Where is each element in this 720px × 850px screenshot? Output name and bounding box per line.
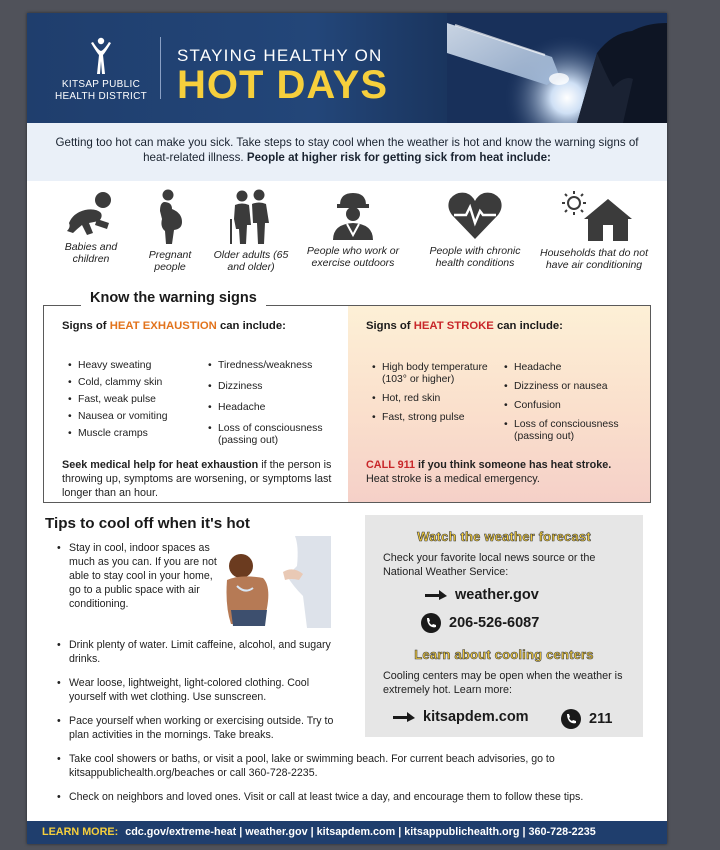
- symptom-item: • Fast, weak pulse: [68, 394, 198, 406]
- advice-text: if the person is throwing up, symptoms are worsening, or symptoms last longer than an hour.: [62, 459, 332, 499]
- heat-stroke-advice: [366, 458, 634, 486]
- weather-forecast-text: Check your favorite local news source or the National Weather Service:: [383, 552, 596, 578]
- kitsapdem-row[interactable]: [393, 709, 529, 725]
- group-label-chronic-conditions: People with chronic health conditions: [429, 245, 521, 269]
- symptom-item: • Fast, strong pulse: [372, 412, 490, 424]
- phone-211-row[interactable]: [561, 709, 612, 729]
- intro-text: Getting too hot can make you sick. Take steps to stay cool when the weather is hot and know the warning signs of heat-related illness.: [55, 136, 639, 164]
- symptom-item: • Loss of consciousness (passing out): [504, 419, 644, 443]
- weather-gov-row[interactable]: [425, 587, 539, 603]
- weather-phone-row[interactable]: [421, 613, 539, 633]
- exhaustion-symptoms-col2: [208, 360, 342, 447]
- mouse-pointer-icon: [425, 588, 447, 602]
- title-top: STAYING HEALTHY ON: [177, 46, 383, 65]
- group-older-adults: [211, 189, 291, 273]
- group-label-outdoor-workers: People who work or exercise outdoors: [306, 245, 400, 269]
- learn-more-label: LEARN MORE:: [42, 826, 119, 838]
- symptom-item: • Heavy sweating: [68, 360, 198, 372]
- tips-title: Tips to cool off when it's hot: [45, 515, 250, 532]
- phone-icon: [421, 613, 441, 633]
- heat-stroke-heading: [366, 320, 563, 332]
- symptom-item: • Nausea or vomiting: [68, 411, 198, 423]
- symptom-item: • Loss of consciousness (passing out): [208, 423, 342, 447]
- symptom-item: • Confusion: [504, 400, 644, 412]
- heading-suffix: can include:: [219, 320, 286, 332]
- phone-icon: [561, 709, 581, 729]
- heading-prefix: Signs of: [62, 320, 107, 332]
- symptom-item: • Headache: [504, 362, 644, 374]
- kitsapdem-link[interactable]: kitsapdem.com: [423, 709, 529, 725]
- heat-stroke-keyword: HEAT STROKE: [413, 320, 494, 332]
- symptom-item: • Cold, clammy skin: [68, 377, 198, 389]
- weather-gov-link[interactable]: weather.gov: [455, 587, 539, 603]
- cooling-centers-heading: Learn about cooling centers: [414, 647, 594, 662]
- tip-item: • Drink plenty of water. Limit caffeine, alcohol, and sugary drinks.: [57, 638, 343, 666]
- tip-item: • Stay in cool, indoor spaces as much as you can. If you are not able to stay cool in your home, go to a public space with air conditioning.: [57, 541, 223, 611]
- drinking-water-photo: [447, 13, 667, 123]
- advice-bold: Seek medical help for heat exhaustion: [62, 459, 259, 471]
- heading-suffix: can include:: [496, 320, 563, 332]
- heart-icon: [446, 189, 504, 241]
- header-banner: [27, 13, 667, 123]
- heat-exhaustion-heading: [62, 320, 286, 332]
- symptom-item: • Muscle cramps: [68, 428, 198, 440]
- group-label-no-ac: Households that do not have air conditioning: [540, 247, 648, 271]
- child-cooling-photo: [223, 536, 331, 628]
- org-logo: [49, 37, 153, 103]
- symptom-item: • Dizziness or nausea: [504, 381, 644, 393]
- worker-icon: [327, 189, 379, 241]
- warning-signs-title: Know the warning signs: [81, 290, 266, 306]
- intro-bold-text: People at higher risk for getting sick from heat include:: [246, 151, 551, 164]
- older-adults-icon: [227, 189, 275, 245]
- heat-exhaustion-advice: [62, 458, 344, 500]
- call-911-text: CALL 911: [366, 459, 416, 471]
- learn-more-footer: [27, 821, 667, 844]
- symptom-item: • Headache: [208, 402, 342, 414]
- group-label-pregnant: Pregnant people: [148, 249, 192, 273]
- page-title: HOT DAYS: [177, 63, 389, 107]
- warning-signs-box: [43, 305, 651, 503]
- person-logo-icon: [89, 37, 113, 75]
- exhaustion-symptoms-col1: [68, 360, 198, 440]
- tip-item: • Wear loose, lightweight, light-colored clothing. Cool yourself with wet clothing. Use sunscreen.: [57, 676, 347, 704]
- symptom-item: • High body temperature (103° or higher): [372, 362, 490, 386]
- flyer-page: [27, 13, 667, 844]
- group-chronic-conditions: [425, 189, 525, 269]
- group-label-older-adults: Older adults (65 and older): [213, 249, 289, 273]
- baby-icon: [63, 189, 119, 237]
- heat-stroke-panel: [348, 306, 650, 502]
- at-risk-groups: [41, 189, 653, 289]
- resources-box: [365, 515, 643, 737]
- mouse-pointer-icon: [393, 710, 415, 724]
- weather-phone-number[interactable]: 206-526-6087: [449, 615, 540, 631]
- org-name-line2: HEALTH DISTRICT: [54, 91, 148, 102]
- org-name-line1: KITSAP PUBLIC: [61, 79, 141, 90]
- stroke-symptoms-col2: [504, 362, 644, 443]
- tip-item: • Check on neighbors and loved ones. Visit or call at least twice a day, and encourage them to follow these tips.: [57, 790, 657, 804]
- symptom-item: • Tiredness/weakness: [208, 360, 342, 372]
- heading-prefix: Signs of: [366, 320, 411, 332]
- heat-exhaustion-keyword: HEAT EXHAUSTION: [109, 320, 217, 332]
- tip-item: • Pace yourself when working or exercising outside. Try to plan activities in the mornings. Take breaks.: [57, 714, 347, 742]
- pregnant-icon: [150, 189, 190, 245]
- weather-forecast-heading: Watch the weather forecast: [417, 529, 591, 544]
- cooling-centers-text: Cooling centers may be open when the weather is extremely hot. Learn more:: [383, 670, 623, 696]
- advice-bold: if you think someone has heat stroke.: [418, 459, 612, 471]
- stroke-symptoms-col1: [372, 362, 490, 424]
- learn-more-links[interactable]: cdc.gov/extreme-heat | weather.gov | kitsapdem.com | kitsappublichealth.org | 360-728-2235: [125, 826, 596, 838]
- group-babies: [55, 189, 127, 265]
- group-no-ac: [535, 189, 653, 271]
- header-divider: [160, 37, 161, 99]
- house-sun-icon: [554, 189, 634, 243]
- group-label-babies: Babies and children: [64, 241, 118, 265]
- group-pregnant: [137, 189, 203, 273]
- group-outdoor-workers: [299, 189, 407, 269]
- phone-211-number[interactable]: 211: [589, 711, 613, 727]
- symptom-item: • Dizziness: [208, 381, 342, 393]
- intro-section: [27, 123, 667, 181]
- symptom-item: • Hot, red skin: [372, 393, 490, 405]
- heat-exhaustion-panel: [44, 306, 348, 502]
- tip-item: • Take cool showers or baths, or visit a pool, lake or swimming beach. For current beach advisories, go to kitsappublichealth.org/beaches or call 360-728-2235.: [57, 752, 649, 780]
- advice-text: Heat stroke is a medical emergency.: [366, 473, 540, 485]
